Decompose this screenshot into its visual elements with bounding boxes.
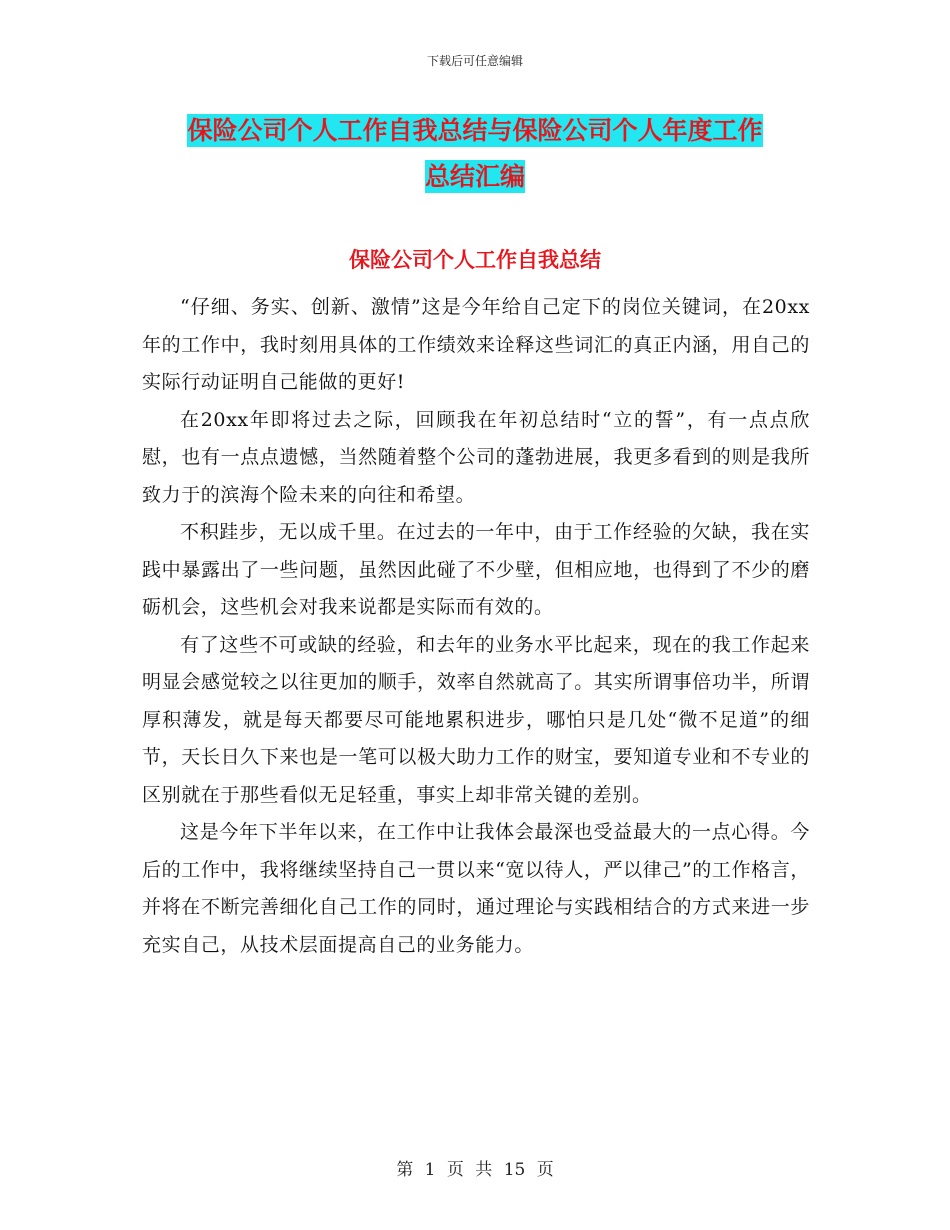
paragraph: 在20xx年即将过去之际，回顾我在年初总结时“立的誓”，有一点点欣慰，也有一点点遗憾，当然随着整个公司的蓬勃进展，我更多看到的则是我所致力于的滨海个险未来的向往和希望。 [142, 408, 810, 506]
title-line-1: 保险公司个人工作自我总结与保险公司个人年度工作 [187, 116, 763, 145]
paragraph: 不积跬步，无以成千里。在过去的一年中，由于工作经验的欠缺，我在实践中暴露出了一些问题，虽然因此碰了不少壁，但相应地，也得到了不少的磨砺机会，这些机会对我来说都是实际而有效的。 [142, 521, 810, 618]
document-title [140, 108, 810, 200]
paragraph: 有了这些不可或缺的经验，和去年的业务水平比起来，现在的我工作起来明显会感觉较之以往更加的顺手，效率自然就高了。其实所谓事倍功半，所谓厚积薄发，就是每天都要尽可能地累积进步，哪怕只是几处“微不足道”的细节，天长日久下来也是一笔可以极大助力工作的财宝，要知道专业和不专业的区别就在于那些看似无足轻重，事实上却非常关键的差别。 [142, 633, 810, 806]
document-body [142, 289, 810, 964]
paragraph: “仔细、务实、创新、激情”这是今年给自己定下的岗位关键词，在20xx年的工作中，我时刻用具体的工作绩效来诠释这些词汇的真正内涵，用自己的实际行动证明自己能做的更好! [142, 296, 810, 393]
page-header-note: 下载后可任意编辑 [426, 54, 523, 68]
page-number-footer: 第 1 页 共 15 页 [396, 1160, 554, 1180]
title-line-2: 总结汇编 [424, 162, 525, 191]
paragraph: 这是今年下半年以来，在工作中让我体会最深也受益最大的一点心得。今后的工作中，我将继续坚持自己一贯以来“宽以待人，严以律己”的工作格言，并将在不断完善细化自己工作的同时，通过理论与实践相结合的方式来进一步充实自己，从技术层面提高自己的业务能力。 [142, 821, 810, 956]
section-title: 保险公司个人工作自我总结 [349, 247, 601, 272]
